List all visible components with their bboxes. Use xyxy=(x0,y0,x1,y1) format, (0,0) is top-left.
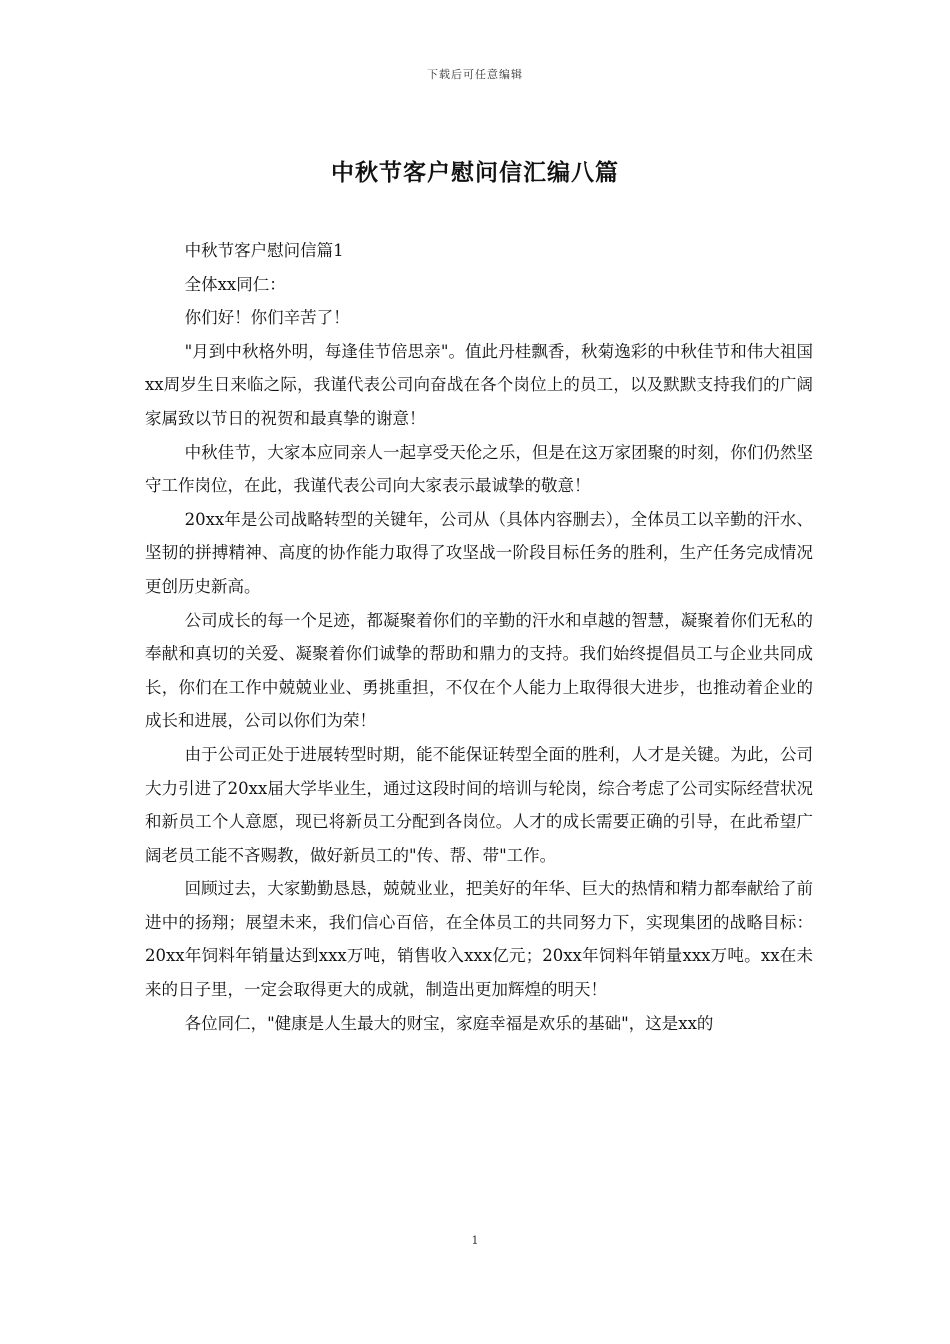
body-paragraph: 各位同仁，"健康是人生最大的财宝，家庭幸福是欢乐的基础"，这是xx的 xyxy=(184,1013,714,1033)
salutation: 全体xx同仁： xyxy=(184,274,286,294)
header-note: 下载后可任意编辑 xyxy=(427,68,523,81)
document-title: 中秋节客户慰问信汇编八篇 xyxy=(331,159,619,186)
greeting: 你们好！你们辛苦了！ xyxy=(184,308,350,328)
body-paragraph: 中秋佳节，大家本应同亲人一起享受天伦之乐，但是在这万家团聚的时刻，你们仍然坚守工作岗位，在此，我谨代表公司向大家表示最诚挚的敬意！ xyxy=(145,442,813,496)
body-paragraph: 20xx年是公司战略转型的关键年，公司从（具体内容删去），全体员工以辛勤的汗水、坚韧的拼搏精神、高度的协作能力取得了攻坚战一阶段目标任务的胜利，生产任务完成情况更创历史新高。 xyxy=(145,509,813,596)
page-number: 1 xyxy=(471,1234,479,1247)
body-paragraph: "月到中秋格外明，每逢佳节倍思亲"。值此丹桂飘香，秋菊逸彩的中秋佳节和伟大祖国xx周岁生日来临之际，我谨代表公司向奋战在各个岗位上的员工，以及默默支持我们的广阔家属致以节日的祝贺和最真挚的谢意！ xyxy=(145,341,813,428)
document-body xyxy=(145,234,813,1040)
body-paragraph: 由于公司正处于进展转型时期，能不能保证转型全面的胜利，人才是关键。为此，公司大力引进了20xx届大学毕业生，通过这段时间的培训与轮岗，综合考虑了公司实际经营状况和新员工个人意愿，现已将新员工分配到各岗位。人才的成长需要正确的引导，在此希望广阔老员工能不吝赐教，做好新员工的"传、帮、带"工作。 xyxy=(145,744,813,865)
body-paragraph: 公司成长的每一个足迹，都凝聚着你们的辛勤的汗水和卓越的智慧，凝聚着你们无私的奉献和真切的关爱、凝聚着你们诚挚的帮助和鼎力的支持。我们始终提倡员工与企业共同成长，你们在工作中兢兢业业、勇挑重担，不仅在个人能力上取得很大进步，也推动着企业的成长和进展，公司以你们为荣！ xyxy=(145,610,813,731)
section-heading: 中秋节客户慰问信篇1 xyxy=(184,241,344,260)
body-paragraph: 回顾过去，大家勤勤恳恳，兢兢业业，把美好的年华、巨大的热情和精力都奉献给了前进中的扬翔；展望未来，我们信心百倍，在全体员工的共同努力下，实现集团的战略目标：20xx年饲料年销量达到xxx万吨，销售收入xxx亿元；20xx年饲料年销量xxx万吨。xx在未来的日子里，一定会取得更大的成就，制造出更加辉煌的明天！ xyxy=(145,879,813,1000)
